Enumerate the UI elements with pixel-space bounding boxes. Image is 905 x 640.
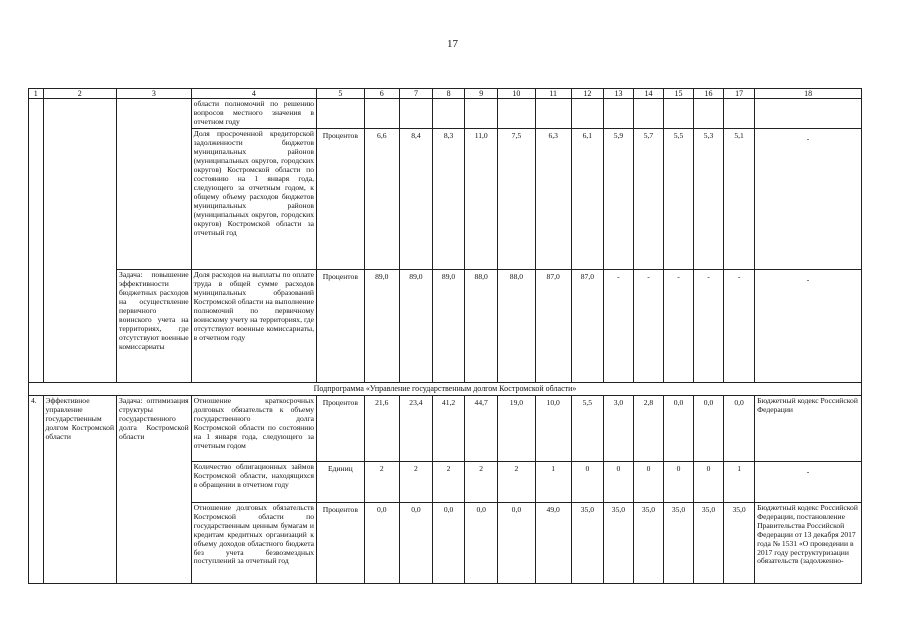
task-cell [117,461,192,502]
goal-cell [43,461,117,502]
indicator-cell: Доля просроченной кредиторской задолженности бюджетов муниципальных районов (муниципальных округов, городских округов) Костромской области по состоянию на 1 января года, следующего за отчетным годом, к общему объему расходов бюджетов муниципальных районов (муниципальных округов, городских округов) Костромской области за отчетный год [191,129,316,270]
value-cell: 11,0 [465,129,498,270]
task-cell: Задача: оптимизация структуры государственного долга Костромской области [117,395,192,461]
value-cell: 35,0 [633,502,663,583]
table-row [29,99,862,129]
value-cell: 2 [498,461,535,502]
value-cell: 5,7 [633,129,663,270]
indicator-cell: области полномочий по решению вопросов местного значения в отчетном году [191,99,316,129]
value-cell: 21,6 [364,395,399,461]
table-row [29,461,862,502]
value-cell: 2 [465,461,498,502]
indicator-cell: Отношение долговых обязательств Костромской области по государственным ценным бумагам и кредитам кредитных организаций к объему доходов областного бюджета без учета безвозмездных поступлений за отчетный год [191,502,316,583]
subprogram-row [29,383,862,395]
value-cell: 0,0 [498,502,535,583]
header-cell: 6 [364,89,399,99]
header-row [29,89,862,99]
table-row [29,395,862,461]
value-cell: 1 [535,461,571,502]
goal-cell [43,129,117,270]
value-cell: 5,3 [694,129,724,270]
value-cell: 49,0 [535,502,571,583]
task-cell [117,502,192,583]
note-cell [755,99,862,129]
value-cell: - [694,270,724,383]
table-row [29,270,862,383]
value-cell: 35,0 [694,502,724,583]
header-cell: 15 [663,89,693,99]
value-cell: 23,4 [399,395,432,461]
unit-cell: Процентов [317,502,365,583]
unit-cell: Процентов [317,270,365,383]
header-cell: 7 [399,89,432,99]
number-cell [29,461,44,502]
note-cell: Бюджетный кодекс Российской Федерации [755,395,862,461]
unit-cell: Процентов [317,395,365,461]
value-cell: 0,0 [364,502,399,583]
value-cell: 1 [724,461,755,502]
number-cell [29,502,44,583]
value-cell: 0 [633,461,663,502]
value-cell: 44,7 [465,395,498,461]
value-cell: 89,0 [399,270,432,383]
task-cell [117,129,192,270]
value-cell: 0,0 [433,502,465,583]
value-cell: 2,8 [633,395,663,461]
header-cell: 5 [317,89,365,99]
number-cell [29,99,44,129]
value-cell: 0 [571,461,603,502]
value-cell: 0 [603,461,633,502]
value-cell: 0,0 [694,395,724,461]
goal-cell [43,99,117,129]
value-cell: 7,5 [498,129,535,270]
value-cell: 0,0 [724,395,755,461]
value-cell: - [633,270,663,383]
value-cell: 2 [433,461,465,502]
number-cell [29,270,44,383]
value-cell: 8,4 [399,129,432,270]
value-cell: 0,0 [465,502,498,583]
unit-cell: Единиц [317,461,365,502]
value-cell: 10,0 [535,395,571,461]
number-cell [29,129,44,270]
page-number: 17 [447,38,458,50]
value-cell: 6,3 [535,129,571,270]
value-cell: 0 [663,461,693,502]
header-cell: 18 [755,89,862,99]
value-cell: - [724,270,755,383]
note-cell: - [755,270,862,383]
value-cell: 35,0 [603,502,633,583]
value-cell: 5,1 [724,129,755,270]
table-row [29,502,862,583]
goal-cell [43,502,117,583]
header-cell: 3 [117,89,192,99]
value-cell: 5,9 [603,129,633,270]
value-cell: 35,0 [724,502,755,583]
value-cell: 89,0 [433,270,465,383]
header-cell: 17 [724,89,755,99]
unit-cell: Процентов [317,129,365,270]
header-cell: 10 [498,89,535,99]
value-cell: 88,0 [498,270,535,383]
value-cell: 35,0 [571,502,603,583]
value-cell: 87,0 [571,270,603,383]
indicators-table [28,88,862,584]
note-cell: Бюджетный кодекс Российской Федерации, постановление Правительства Российской Федерации от 13 декабря 2017 года № 1531 «О проведении в 2017 году реструктуризации обязательств (задолженно- [755,502,862,583]
value-cell: 89,0 [364,270,399,383]
value-cell: - [663,270,693,383]
value-cell: - [603,270,633,383]
note-cell: - [755,129,862,270]
value-cell: 87,0 [535,270,571,383]
value-cell: 8,3 [433,129,465,270]
number-cell: 4. [29,395,44,461]
goal-cell [43,270,117,383]
header-cell: 1 [29,89,44,99]
value-cell: 6,6 [364,129,399,270]
header-cell: 9 [465,89,498,99]
value-cell: 3,0 [603,395,633,461]
task-cell: Задача: повышение эффективности бюджетных расходов на осуществление первичного воинского учета на территориях, где отсутствуют военные комиссариаты [117,270,192,383]
header-cell: 11 [535,89,571,99]
header-cell: 12 [571,89,603,99]
task-cell [117,99,192,129]
value-cell: 41,2 [433,395,465,461]
indicator-cell: Количество облигационных займов Костромской области, находящихся в обращении в отчетном году [191,461,316,502]
header-cell: 16 [694,89,724,99]
value-cell: 5,5 [571,395,603,461]
value-cell: 6,1 [571,129,603,270]
unit-cell [317,99,365,129]
table-row [29,129,862,270]
value-cell: 0,0 [399,502,432,583]
value-cell: 35,0 [663,502,693,583]
value-cell: 19,0 [498,395,535,461]
value-cell: 0,0 [663,395,693,461]
indicator-cell: Доля расходов на выплаты по оплате труда в общей сумме расходов муниципальных образований Костромской области на выполнение полномочий по первичному воинскому учету на территориях, где отсутствуют военные комиссариаты, в отчетном году [191,270,316,383]
header-cell: 4 [191,89,316,99]
goal-cell: Эффективное управление государственным долгом Костромской области [43,395,117,461]
value-cell: 5,5 [663,129,693,270]
header-cell: 14 [633,89,663,99]
header-cell: 8 [433,89,465,99]
value-cell: 2 [364,461,399,502]
header-cell: 13 [603,89,633,99]
value-cell: 0 [694,461,724,502]
subprogram-title: Подпрограмма «Управление государственным долгом Костромской области» [29,383,862,395]
value-cell: 2 [399,461,432,502]
value-cell: 88,0 [465,270,498,383]
indicator-cell: Отношение краткосрочных долговых обязательств к объему государственного долга Костромской области по состоянию на 1 января года, следующего за отчетным годом [191,395,316,461]
header-cell: 2 [43,89,117,99]
note-cell: - [755,461,862,502]
